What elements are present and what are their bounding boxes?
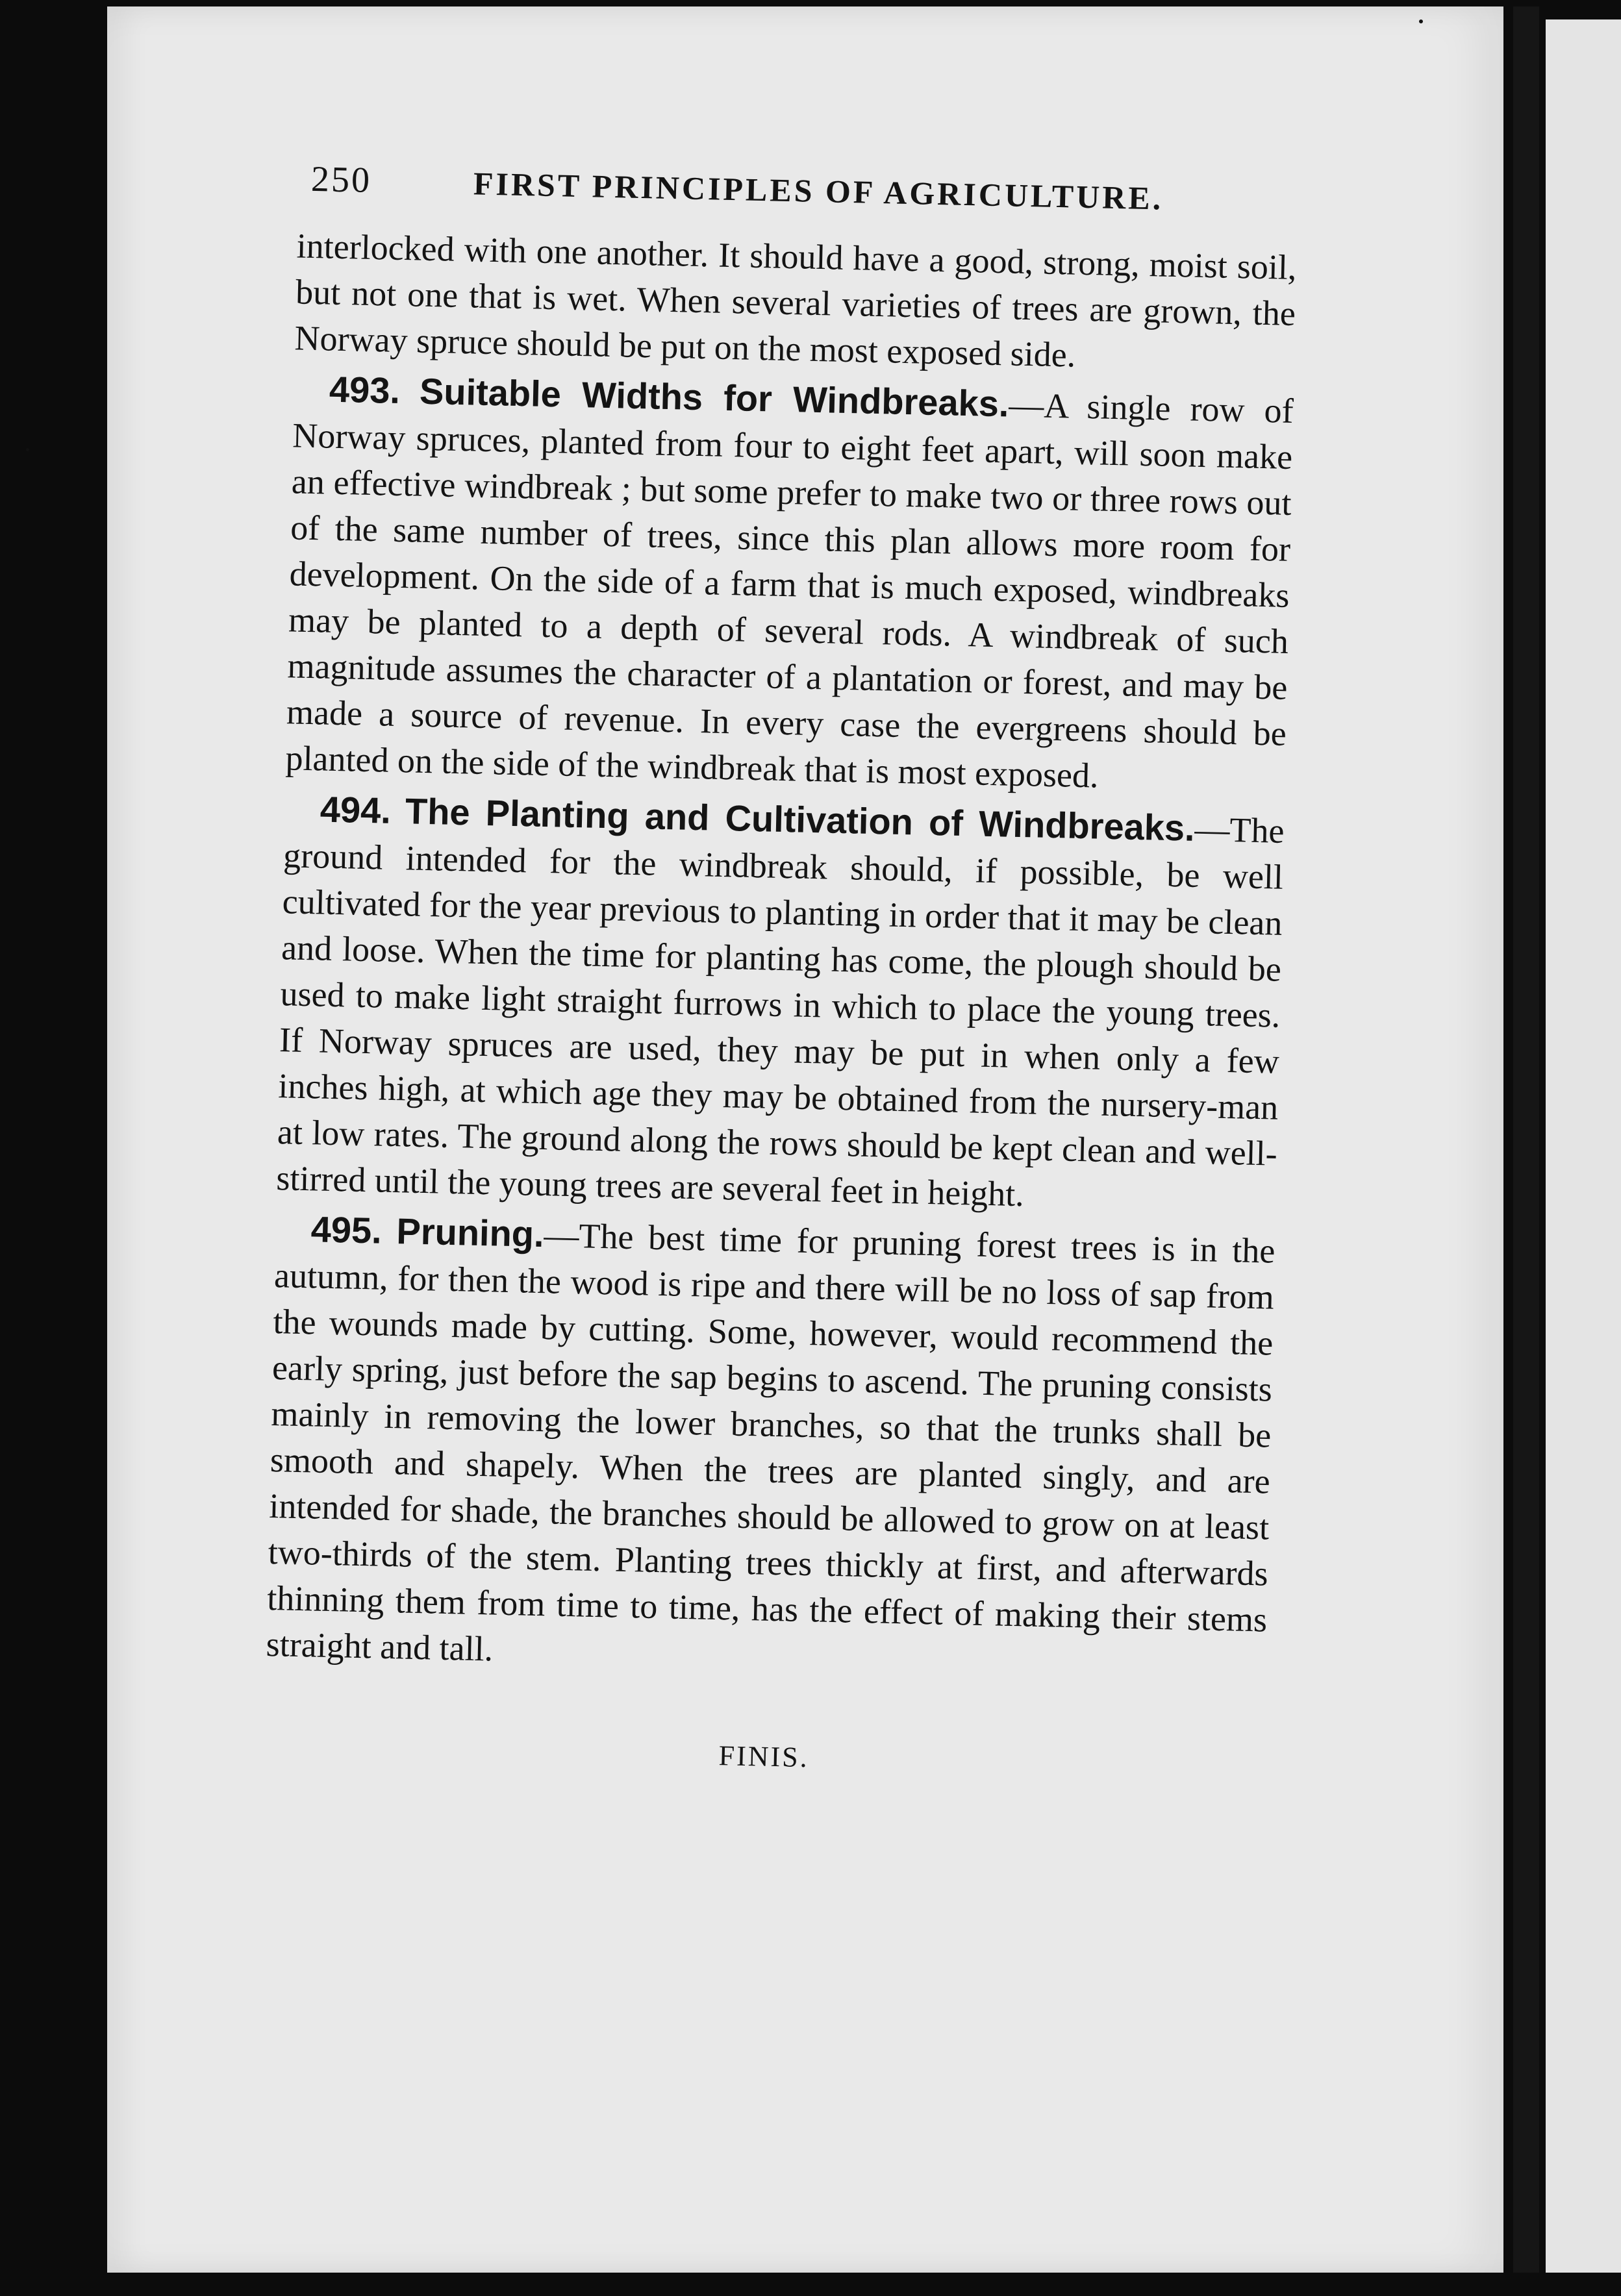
- end-marker: FINIS.: [718, 1740, 810, 1774]
- page-content: [160, 149, 1351, 1785]
- section-493: [285, 365, 1294, 803]
- facing-page-edge: [1546, 19, 1621, 2273]
- scan-speck: [26, 448, 29, 451]
- section-title: Pruning.: [396, 1210, 545, 1255]
- section-title: The Planting and Cultivation of Windbreaks.: [405, 790, 1196, 849]
- section-text: —The best time for pruning forest trees is in the autumn, for then the wood is ripe and there will be no loss of sap from the wounds made by cutting. Some, however, would recommend the early spring, just before the sap begins to ascend. The pruning consists mainly in removing the lower branches, so that the trunks shall be smooth and shapely. When the trees are planted singly, and are intended for shade, the branches should be allowed to grow on at least two-thirds of the stem. Planting trees thickly at first, and afterwards thinning them from time to time, has the effect of making their stems straight and tall.: [266, 1216, 1276, 1669]
- section-text: —A single row of Norway spruces, planted from four to eight feet apart, will soon make an effective windbreak ; but some prefer to make two or three rows out of the same number of trees, since this plan allows more room for development. On the side of a farm that is much exposed, windbreaks may be planted to a depth of several rods. A windbreak of such magnitude assumes the character of a plantation or forest, and may be made a source of revenue. In every case the evergreens should be planted on the side of the windbreak that is most exposed.: [284, 385, 1294, 795]
- section-title: Suitable Widths for Windbreaks.: [419, 370, 1010, 425]
- section-number: 493.: [329, 368, 401, 411]
- section-number: 495.: [310, 1208, 383, 1251]
- continuation-paragraph: interlocked with one another. It should have a good, strong, moist soil, but not one that is wet. When several varieties of trees are grown, the Norway spruce should be put on the most exposed side.: [294, 226, 1298, 375]
- section-number: 494.: [320, 788, 392, 831]
- scan-speck: [1419, 19, 1423, 23]
- running-title: FIRST PRINCIPLES OF AGRICULTURE.: [473, 165, 1164, 217]
- section-495: [266, 1205, 1275, 1689]
- page-number: 250: [310, 158, 372, 201]
- page-gutter: [1513, 6, 1539, 2273]
- section-text: —The ground intended for the windbreak should, if possible, be well cultivated for the year previous to planting in order that it may be clean and loose. When the time for planting has come, the plough should be used to make light straight furrows in which to place the young trees. If Norway spruces are used, they may be put in when only a few inches high, at which age they may be obtained from the nursery-man at low rates. The ground along the rows should be kept clean and well-stirred until the young trees are several feet in height.: [275, 809, 1285, 1214]
- section-494: [276, 785, 1285, 1223]
- text-block: [162, 221, 1297, 1690]
